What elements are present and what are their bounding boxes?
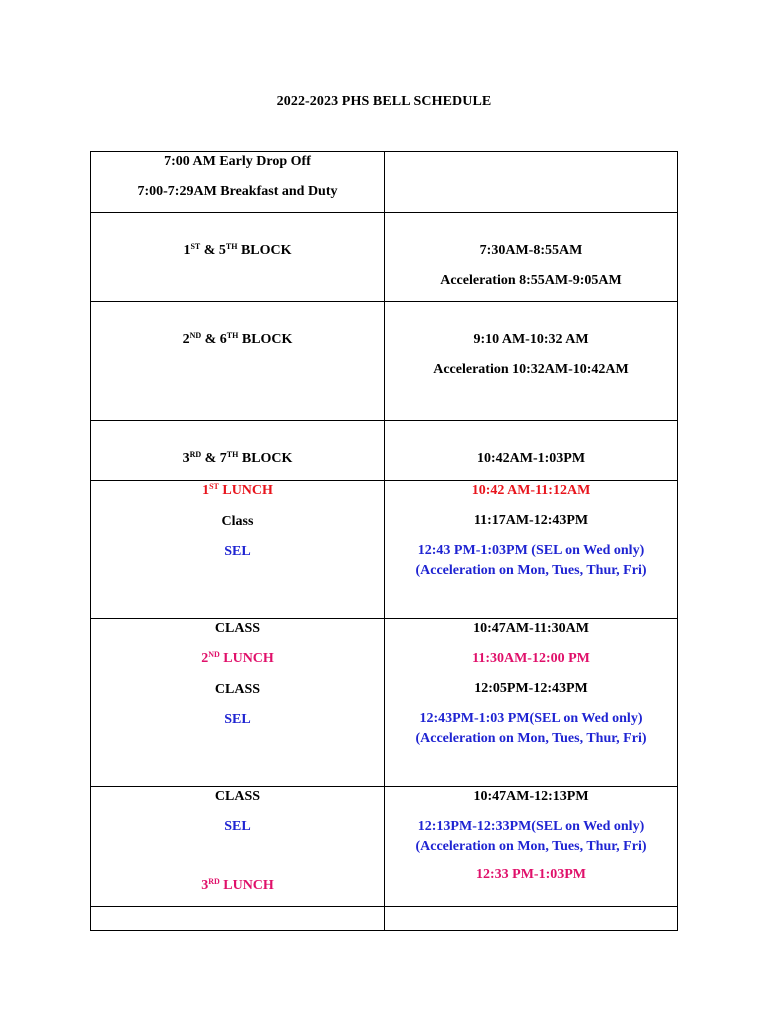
first-lunch-time: 10:42 AM-11:12AM	[471, 483, 591, 498]
table-row	[91, 619, 678, 787]
table-row	[91, 302, 678, 421]
empty-cell	[91, 907, 385, 931]
early-drop-off-text: 7:00 AM Early Drop Off	[164, 154, 311, 169]
block-label: 1ST & 5TH BLOCK	[183, 242, 292, 258]
table-row	[91, 152, 678, 213]
acceleration-time: Acceleration 10:32AM-10:42AM	[433, 362, 629, 377]
schedule-time-cell	[385, 152, 678, 213]
table-row	[91, 421, 678, 481]
schedule-time-cell	[385, 213, 678, 302]
schedule-time-cell	[385, 302, 678, 421]
schedule-label-cell	[91, 302, 385, 421]
schedule-label-cell	[91, 619, 385, 787]
sel-label: SEL	[224, 544, 251, 559]
third-lunch-time: 12:33 PM-1:03PM	[475, 867, 587, 882]
acceleration-time: Acceleration 8:55AM-9:05AM	[440, 273, 622, 288]
block-time: 10:42AM-1:03PM	[476, 451, 586, 466]
sel-time: 12:43PM-1:03 PM(SEL on Wed only)	[419, 711, 643, 726]
acceleration-note: (Acceleration on Mon, Tues, Thur, Fri)	[415, 563, 647, 578]
class-time: 12:05PM-12:43PM	[474, 681, 588, 696]
class-label: CLASS	[214, 621, 261, 636]
schedule-time-cell	[385, 421, 678, 481]
schedule-label-cell	[91, 152, 385, 213]
sel-time: 12:43 PM-1:03PM (SEL on Wed only)	[417, 543, 645, 558]
sel-time: 12:13PM-12:33PM(SEL on Wed only)	[417, 819, 645, 834]
schedule-time-cell	[385, 481, 678, 619]
class-time: 10:47AM-11:30AM	[473, 621, 589, 636]
block-time: 9:10 AM-10:32 AM	[473, 332, 589, 347]
first-lunch-label: 1ST LUNCH	[202, 482, 273, 498]
second-lunch-label: 2ND LUNCH	[201, 650, 274, 666]
class-time: 10:47AM-12:13PM	[473, 789, 589, 804]
document-title: 2022-2023 PHS BELL SCHEDULE	[276, 94, 492, 109]
table-row	[91, 907, 678, 931]
sel-label: SEL	[224, 819, 251, 834]
sel-label: SEL	[224, 712, 251, 727]
empty-cell	[385, 907, 678, 931]
class-label: CLASS	[214, 682, 261, 697]
acceleration-note: (Acceleration on Mon, Tues, Thur, Fri)	[415, 731, 647, 746]
schedule-time-cell	[385, 787, 678, 907]
class-time: 11:17AM-12:43PM	[473, 513, 589, 528]
table-row	[91, 481, 678, 619]
schedule-label-cell	[91, 421, 385, 481]
block-label: 3RD & 7TH BLOCK	[182, 450, 293, 466]
schedule-label-cell	[91, 213, 385, 302]
class-label: Class	[221, 514, 254, 529]
block-time: 7:30AM-8:55AM	[479, 243, 583, 258]
second-lunch-time: 11:30AM-12:00 PM	[472, 651, 590, 666]
table-row	[91, 213, 678, 302]
block-label: 2ND & 6TH BLOCK	[182, 331, 293, 347]
schedule-label-cell	[91, 787, 385, 907]
third-lunch-label: 3RD LUNCH	[201, 877, 274, 893]
schedule-time-cell	[385, 619, 678, 787]
bell-schedule-table	[90, 151, 678, 931]
acceleration-note: (Acceleration on Mon, Tues, Thur, Fri)	[415, 839, 647, 854]
class-label: CLASS	[214, 789, 261, 804]
breakfast-duty-text: 7:00-7:29AM Breakfast and Duty	[137, 184, 338, 199]
schedule-label-cell	[91, 481, 385, 619]
table-row	[91, 787, 678, 907]
